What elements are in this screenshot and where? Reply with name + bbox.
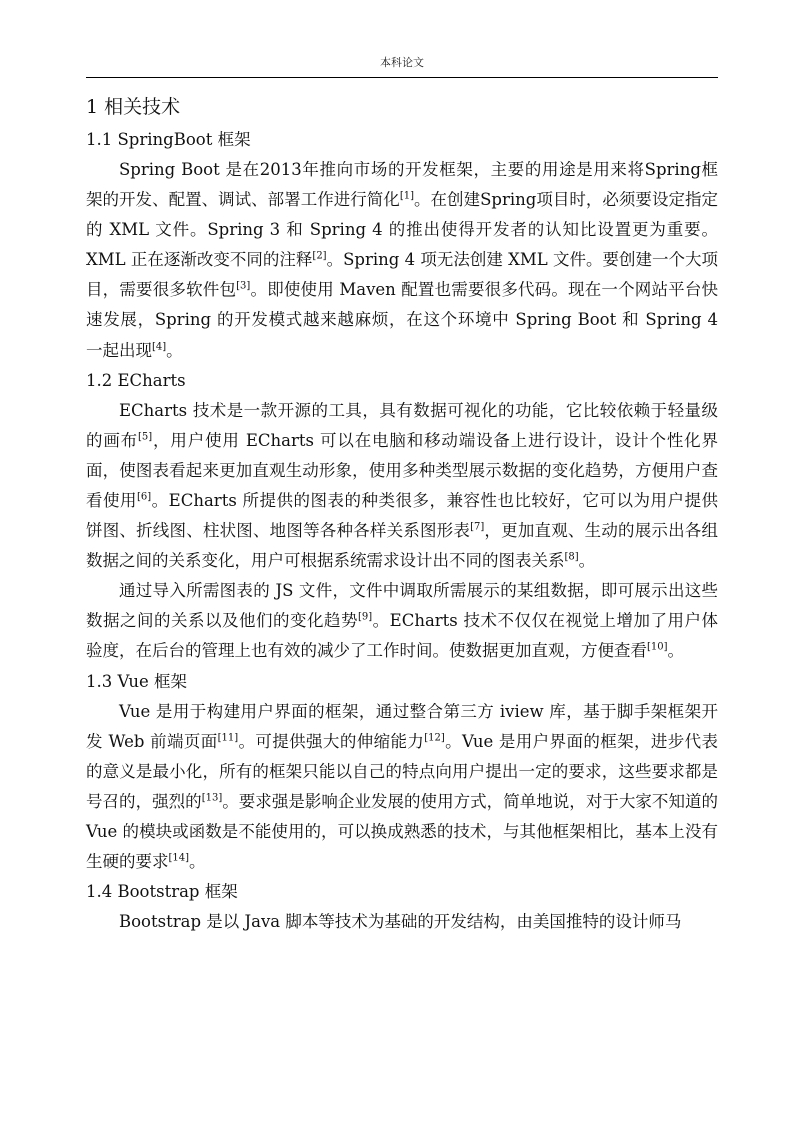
- citation-ref: [12]: [424, 732, 445, 744]
- paragraph-text: 。: [667, 641, 685, 661]
- paragraph-text: 。ECharts 所提供的图表的种类很多，兼容性也比较好，它可以为用户提供饼图、折线图、柱状图、地图等各种各样关系图形表: [86, 490, 718, 541]
- paragraph-text: 。要求强是影响企业发展的使用方式，简单地说，对于大家不知道的 Vue 的模块或函数是不能使用的，可以换成熟悉的技术，与其他框架相比，基本上没有生硬的要求: [86, 791, 719, 871]
- section-heading: 1.4 Bootstrap 框架: [86, 882, 238, 902]
- citation-ref: [11]: [217, 732, 239, 744]
- paragraph-text: 。: [189, 851, 206, 871]
- paragraph-text: 通过导入所需图表的 JS 文件，文件中调取所需展示的某组数据，即可展示出这些数据之间的关系以及他们的变化趋势: [86, 581, 718, 631]
- citation-ref: [3]: [236, 280, 251, 292]
- citation-ref: [8]: [564, 551, 579, 563]
- citation-ref: [14]: [168, 852, 190, 864]
- citation-ref: [10]: [647, 641, 668, 653]
- citation-ref: [4]: [152, 341, 167, 353]
- body-paragraph: [86, 576, 718, 666]
- paragraph-text: ECharts 技术是一款开源的工具，具有数据可视化的功能，它比较依赖于轻量级的画布: [86, 400, 718, 450]
- citation-ref: [1]: [399, 190, 414, 202]
- paragraph-text: Spring Boot 是在2013年推向市场的开发框架，主要的用途是用来将Spring框架的开发、配置、调试、部署工作进行简化: [86, 160, 718, 210]
- paragraph-text: Bootstrap 是以 Java 脚本等技术为基础的开发结构，由美国推特的设计师马: [119, 912, 682, 932]
- citation-ref: [2]: [312, 250, 327, 262]
- section-heading: 1.2 ECharts: [86, 370, 186, 390]
- citation-ref: [9]: [357, 611, 373, 623]
- citation-ref: [7]: [470, 521, 485, 533]
- paragraph-text: 。即使使用 Maven 配置也需要很多代码。现在一个网站平台快速发展，Spring 的开发模式越来越麻烦，在这个环境中 Spring Boot 和 Spring 4 一起出现: [86, 280, 719, 360]
- body-paragraph: [86, 155, 718, 366]
- header-rule: [86, 77, 718, 78]
- page-body: [86, 93, 718, 937]
- paragraph-text: 。Spring 4 项无法创建 XML 文件。要创建一个大项目，需要很多软件包: [86, 250, 719, 300]
- paragraph-text: 。在创建Spring项目时，必须要设定指定的 XML 文件。Spring 3 和 Spring 4 的推出使得开发者的认知比设置更为重要。XML 正在逐渐改变不同的注释: [86, 190, 718, 270]
- paragraph-text: Vue 是用于构建用户界面的框架，通过整合第三方 iview 库，基于脚手架框架开发 Web 前端页面: [86, 701, 718, 751]
- paragraph-text: 。ECharts 技术不仅仅在视觉上增加了用户体验度，在后台的管理上也有效的减少了工作时间。使数据更加直观，方便查看: [86, 611, 718, 661]
- section-heading: 1.1 SpringBoot 框架: [86, 130, 251, 149]
- citation-ref: [5]: [138, 431, 153, 443]
- paragraph-text: 。: [166, 340, 183, 360]
- paragraph-text: ，更加直观、生动的展示出各组数据之间的关系变化，用户可根据系统需求设计出不同的图表关系: [86, 521, 719, 571]
- citation-ref: [6]: [137, 491, 152, 503]
- citation-ref: [13]: [201, 792, 223, 804]
- paragraph-text: 。Vue 是用户界面的框架，进步代表的意义是最小化，所有的框架只能以自己的特点向用户提出一定的要求，这些要求都是号召的，强烈的: [86, 731, 718, 811]
- chapter-title: 1 相关技术: [86, 96, 181, 118]
- body-paragraph: [86, 396, 718, 577]
- running-header: 本科论文: [380, 56, 424, 69]
- body-paragraph: [86, 697, 718, 878]
- paragraph-text: 。可提供强大的伸缩能力: [238, 731, 425, 751]
- paragraph-text: 。: [578, 551, 596, 571]
- sections-container: [86, 125, 718, 937]
- paragraph-text: ，用户使用 ECharts 可以在电脑和移动端设备上进行设计，设计个性化界面，使图表看起来更加直观生动形象，使用多种类型展示数据的变化趋势，方便用户查看使用: [86, 430, 719, 510]
- body-paragraph: [86, 907, 718, 937]
- section-heading: 1.3 Vue 框架: [86, 671, 187, 691]
